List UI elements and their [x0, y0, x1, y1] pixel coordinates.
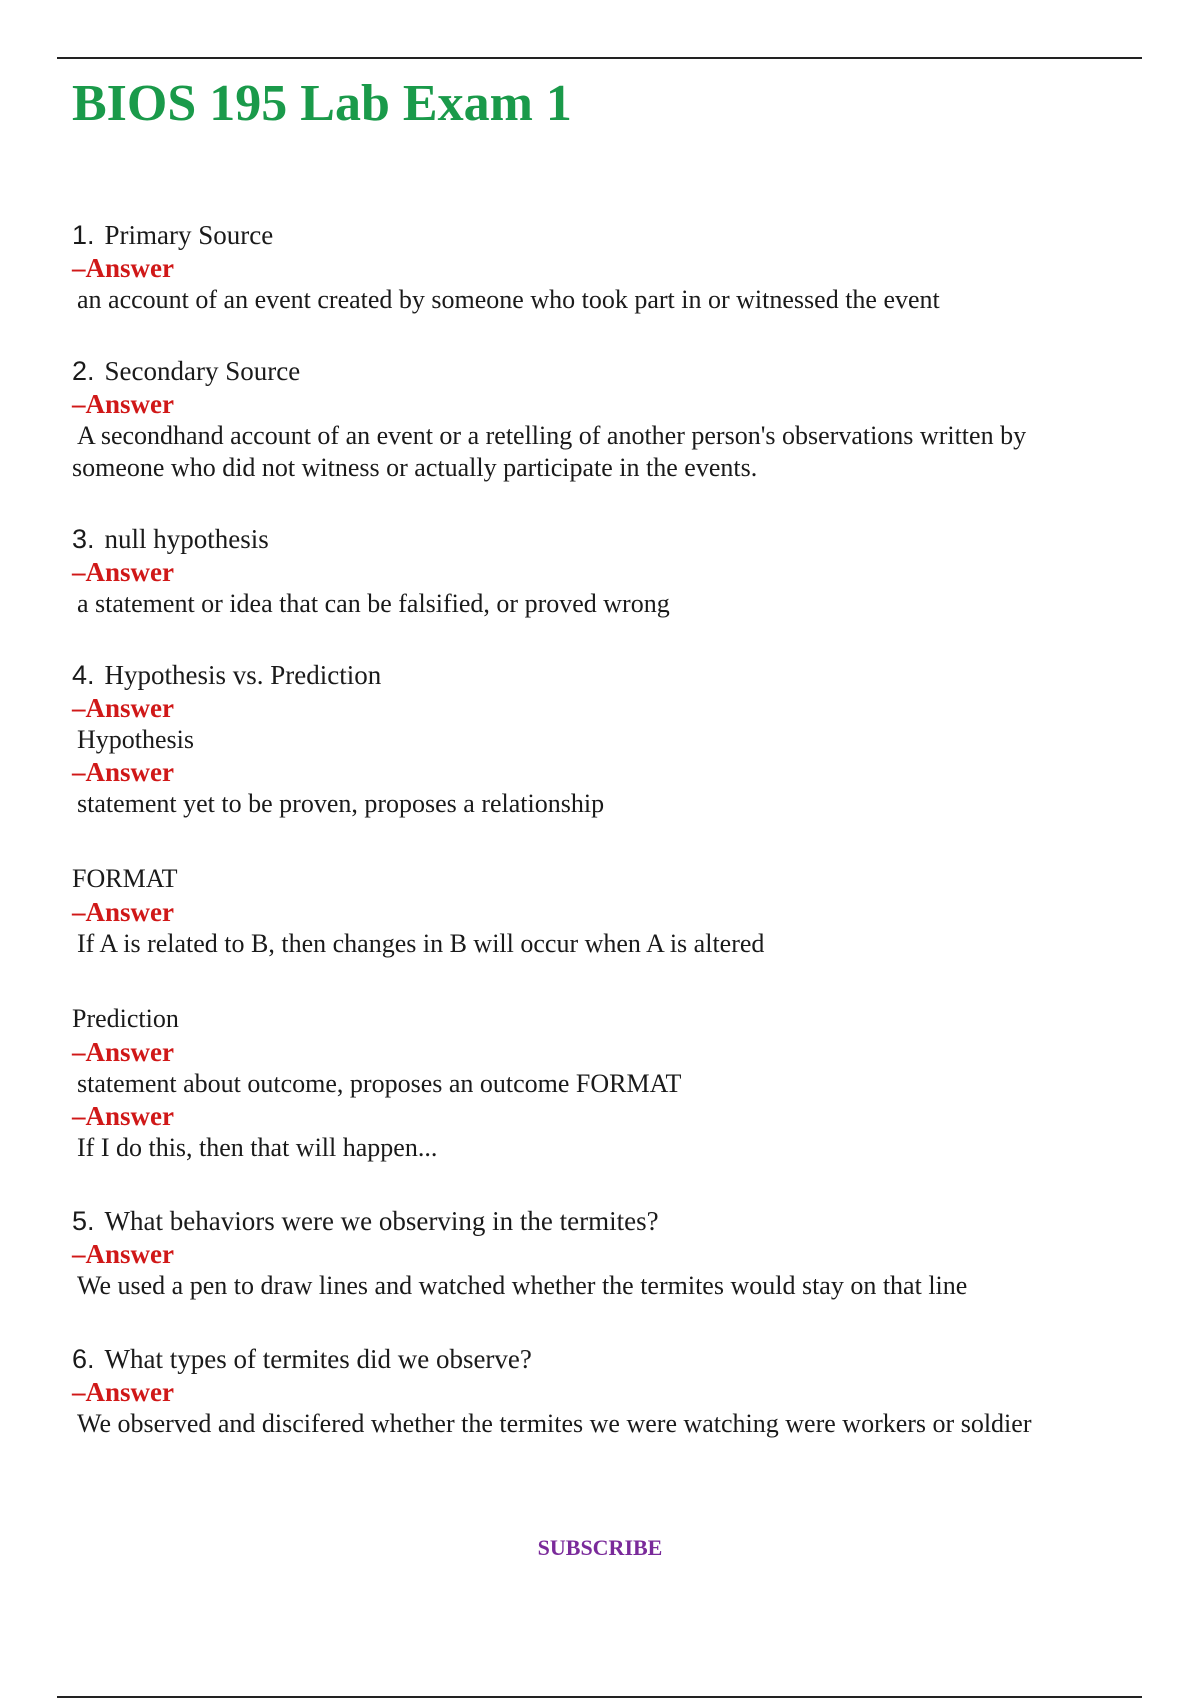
answer-label: –Answer — [72, 253, 174, 283]
answer-label: –Answer — [72, 1101, 174, 1131]
question-number: 3. — [72, 524, 95, 554]
question-block-3 — [72, 522, 1112, 620]
question-text: null hypothesis — [104, 524, 269, 554]
answer-label: –Answer — [72, 1037, 174, 1067]
question-number: 5. — [72, 1206, 95, 1236]
answer-label: –Answer — [72, 897, 174, 927]
question-2 — [72, 354, 1112, 388]
answer-text: If A is related to B, then changes in B will occur when A is altered — [77, 929, 765, 958]
answer-text: We observed and discifered whether the termites we were watching were workers or soldier — [77, 1409, 1032, 1438]
answer-text: We used a pen to draw lines and watched whether the termites would stay on that line — [77, 1271, 968, 1300]
question-4 — [72, 658, 1112, 692]
question-block-4 — [72, 658, 1112, 820]
answer-label: –Answer — [72, 1239, 174, 1269]
answer-text: statement about outcome, proposes an outcome FORMAT — [77, 1069, 682, 1098]
prediction-heading: Prediction — [72, 1004, 179, 1033]
question-text: What types of termites did we observe? — [104, 1344, 532, 1374]
question-5 — [72, 1204, 1112, 1238]
answer-label: –Answer — [72, 389, 174, 419]
bottom-rule — [57, 1696, 1142, 1698]
question-number: 2. — [72, 356, 95, 386]
format-block — [72, 862, 1112, 960]
answer-label: –Answer — [72, 1377, 174, 1407]
prediction-block — [72, 1002, 1112, 1164]
question-text: What behaviors were we observing in the termites? — [104, 1206, 659, 1236]
question-number: 6. — [72, 1344, 95, 1374]
question-number: 4. — [72, 660, 95, 690]
top-rule — [57, 57, 1142, 59]
question-1 — [72, 218, 1112, 252]
answer-label: –Answer — [72, 693, 174, 723]
answer-text: a statement or idea that can be falsified, or proved wrong — [77, 589, 670, 618]
question-text: Secondary Source — [104, 356, 301, 386]
question-block-2 — [72, 354, 1112, 484]
document-body — [72, 218, 1112, 1440]
answer-text: A secondhand account of an event or a retelling of another person's observations written by someone who did not witness or actually participate in the events. — [72, 421, 1027, 482]
answer-text: statement yet to be proven, proposes a relationship — [77, 789, 605, 818]
subscribe-link[interactable]: SUBSCRIBE — [537, 1535, 663, 1560]
format-heading: FORMAT — [72, 864, 178, 893]
question-text: Primary Source — [104, 220, 274, 250]
answer-label: –Answer — [72, 757, 174, 787]
question-6 — [72, 1342, 1112, 1376]
question-number: 1. — [72, 220, 95, 250]
answer-text: an account of an event created by someone who took part in or witnessed the event — [77, 285, 940, 314]
answer-label: –Answer — [72, 557, 174, 587]
answer-text: If I do this, then that will happen... — [77, 1133, 438, 1162]
document-title: BIOS 195 Lab Exam 1 — [72, 75, 572, 132]
answer-text: Hypothesis — [77, 725, 194, 754]
question-3 — [72, 522, 1112, 556]
question-text: Hypothesis vs. Prediction — [104, 660, 382, 690]
question-block-6 — [72, 1342, 1112, 1440]
question-block-1 — [72, 218, 1112, 316]
question-block-5 — [72, 1204, 1112, 1302]
